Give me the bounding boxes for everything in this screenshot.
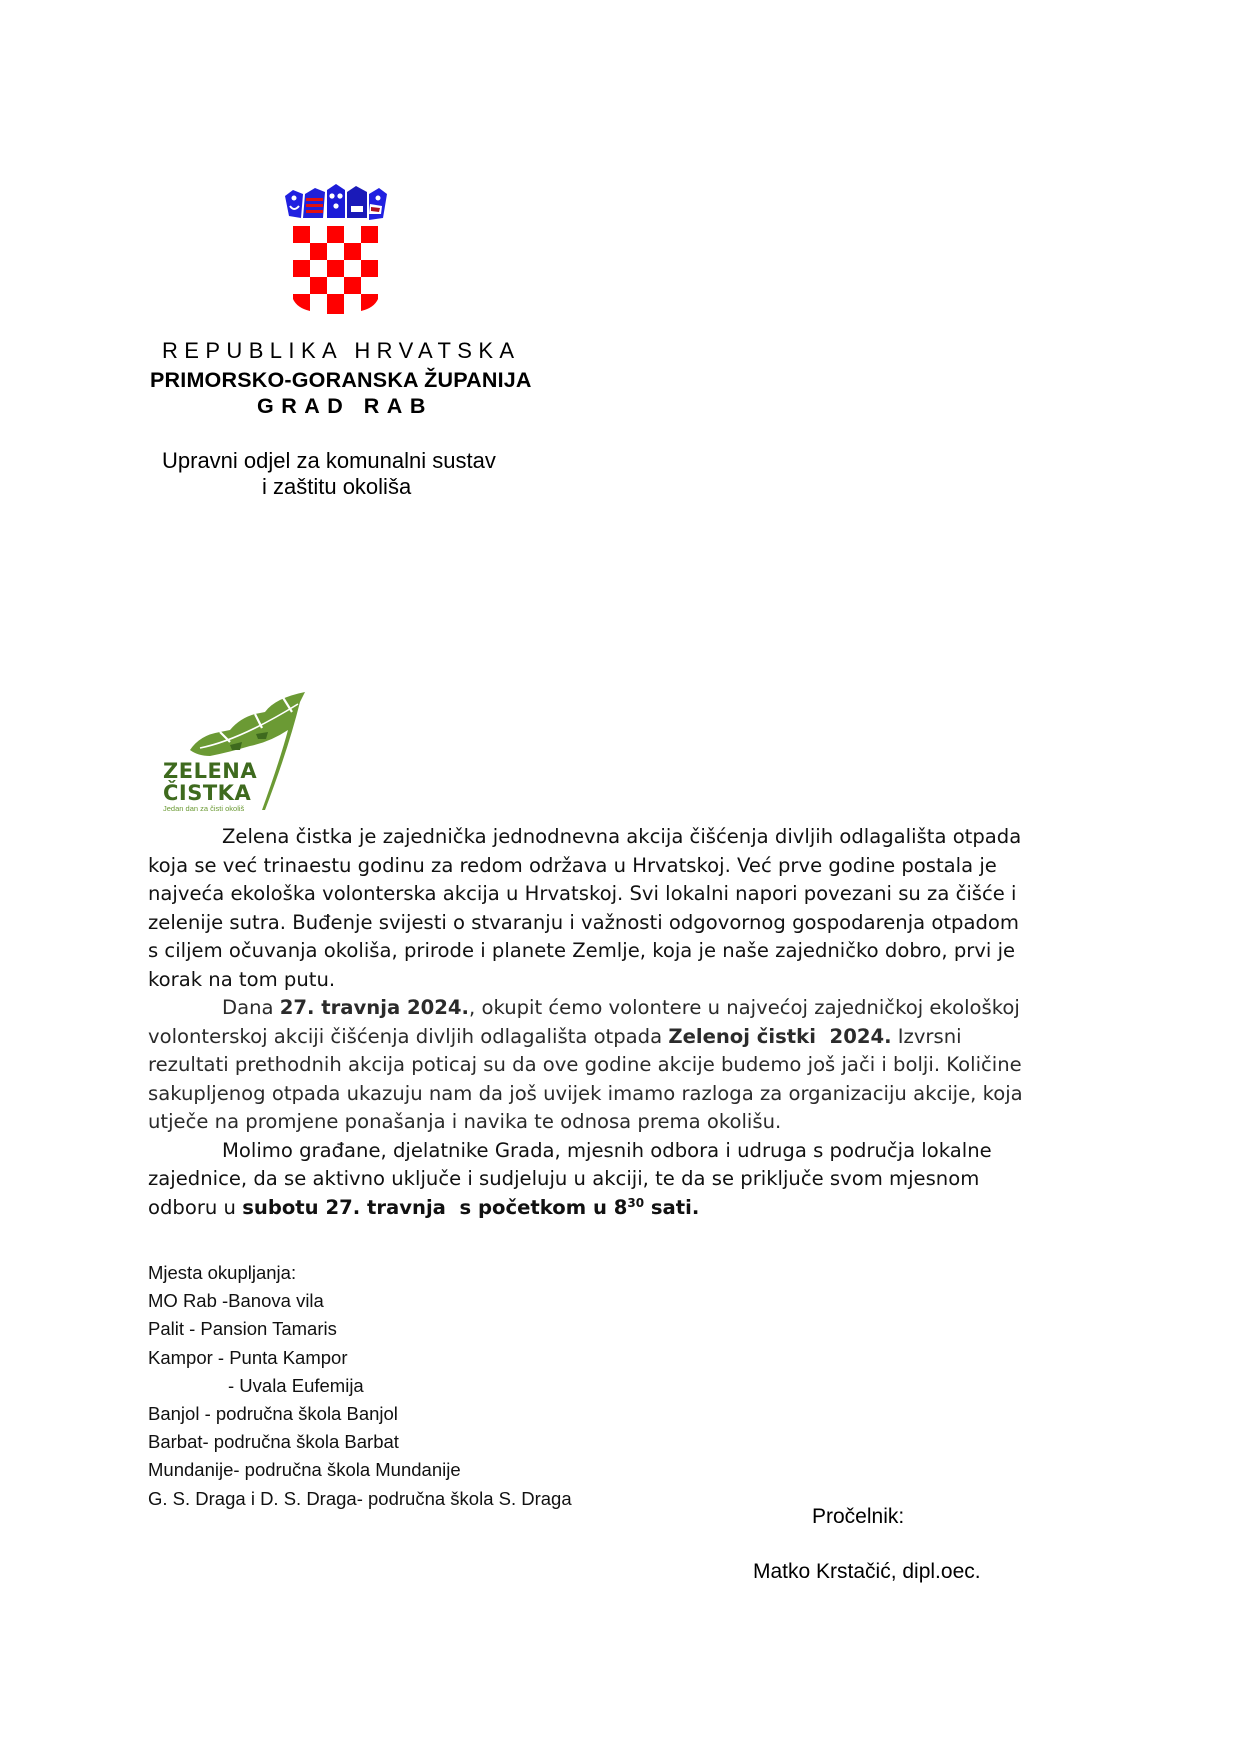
- announcement-body: [148, 823, 1098, 1222]
- list-item: MO Rab -Banova vila: [148, 1290, 324, 1312]
- gathering-places-title: Mjesta okupljanja:: [148, 1262, 297, 1283]
- list-item: G. S. Draga i D. S. Draga- područna škola S. Draga: [148, 1487, 572, 1509]
- paragraph-3-line: Molimo građane, djelatnike Grada, mjesnih odbora i udruga s područja lokalne: [222, 1138, 992, 1162]
- svg-text:Jedan dan za čisti okoliš: Jedan dan za čisti okoliš: [163, 804, 245, 813]
- paragraph-2-line: rezultati prethodnih akcija poticaj su da ove godine akcije budemo još jači i bolji. Količine: [148, 1053, 1022, 1076]
- zelena-cistka-logo: [160, 690, 310, 815]
- list-item: Kampor - Punta Kampor: [148, 1346, 348, 1368]
- signature-title: Pročelnik:: [812, 1505, 905, 1528]
- event-name: Zelenoj čistki 2024.: [668, 1024, 892, 1048]
- signature-name: Matko Krstačić, dipl.oec.: [753, 1560, 981, 1583]
- gathering-places-list: [148, 1259, 572, 1513]
- department-line-1: Upravni odjel za komunalni sustav: [162, 448, 496, 473]
- city-name: GRAD RAB: [257, 394, 433, 418]
- paragraph-3-line: zajednice, da se aktivno uključe i sudjeluju u akciji, te da se priključe svom mjesnom: [148, 1167, 980, 1190]
- paragraph-2-line: utječe na promjene ponašanja i navika te odnosa prema okolišu.: [148, 1110, 782, 1133]
- county-name: PRIMORSKO-GORANSKA ŽUPANIJA: [150, 368, 532, 392]
- paragraph-2-line: volonterskoj akciji čišćenja divljih odlagališta otpada Zelenoj čistki 2024. Izvrsni: [148, 1024, 962, 1048]
- department-line-2: i zaštitu okoliša: [262, 474, 412, 499]
- list-item: Barbat- područna škola Barbat: [148, 1431, 399, 1453]
- paragraph-1-line: korak na tom putu.: [148, 967, 336, 991]
- list-item: Mundanije- područna škola Mundanije: [148, 1459, 461, 1481]
- paragraph-3-line: odboru u subotu 27. travnja s početkom u $8^{30}$ sati.: [148, 1195, 700, 1219]
- paragraph-1-line: koja se već trinaestu godinu za redom održava u Hrvatskoj. Već prve godine postala je: [148, 853, 997, 877]
- paragraph-2-line: sakupljenog otpada ukazuju nam da još uvijek imamo razloga za organizaciju akcije, koja: [148, 1081, 1023, 1105]
- paragraph-1-line: najveća ekološka volonterska akcija u Hrvatskoj. Svi lokalni napori povezani su za čišće i: [148, 882, 1017, 905]
- paragraph-1-line: s ciljem očuvanja okoliša, prirode i planete Zemlje, koja je naše zajedničko dobro, prvi je: [148, 939, 1016, 962]
- list-item: Palit - Pansion Tamaris: [148, 1318, 337, 1340]
- crown-icon: [285, 184, 387, 220]
- paragraph-1-line: Zelena čistka je zajednička jednodnevna akcija čišćenja divljih odlagališta otpada: [222, 825, 1022, 848]
- list-item: - Uvala Eufemija: [228, 1374, 364, 1396]
- leaf-logo-icon: [160, 690, 310, 815]
- svg-text:ZELENA: ZELENA: [163, 759, 258, 783]
- country-name: REPUBLIKA HRVATSKA: [162, 338, 521, 363]
- paragraph-1-line: zelenije sutra. Buđenje svijesti o stvaranju i važnosti odgovornog gospodarenja otpadom: [148, 910, 1019, 934]
- checkerboard-shield: [293, 226, 378, 314]
- event-start-time: subotu 27. travnja s početkom u $8^{30}$ sati.: [242, 1195, 700, 1219]
- coat-of-arms-icon: [283, 184, 389, 322]
- paragraph-2-line: Dana 27. travnja 2024., okupit ćemo volontere u najvećoj zajedničkoj ekološkoj: [222, 996, 1020, 1019]
- event-date: 27. travnja 2024.: [279, 996, 469, 1019]
- list-item: Banjol - područna škola Banjol: [148, 1402, 398, 1424]
- svg-text:ČISTKA: ČISTKA: [163, 781, 252, 805]
